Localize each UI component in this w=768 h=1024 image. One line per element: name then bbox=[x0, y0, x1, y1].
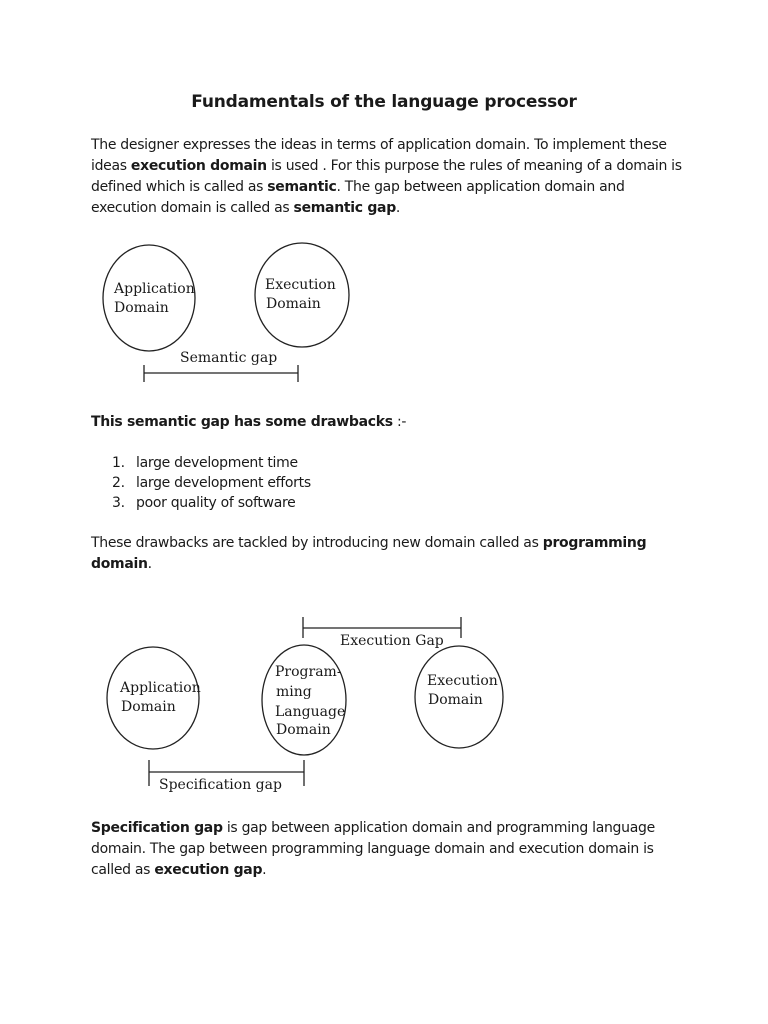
tackle-bold-programming-domain: programming domain bbox=[91, 535, 647, 572]
execution-domain-label-1: Execution bbox=[265, 277, 336, 293]
tackle-text-2: . bbox=[147, 556, 152, 572]
programming-language-label-3: Language bbox=[275, 704, 346, 720]
list-item-number: 1. bbox=[112, 455, 125, 471]
intro-bold-execution-domain: execution domain bbox=[130, 158, 267, 174]
application-domain-label-2: Domain bbox=[114, 300, 169, 316]
programming-domain-diagram bbox=[0, 605, 768, 805]
drawbacks-heading-bold: This semantic gap has some drawbacks bbox=[91, 414, 393, 430]
execution-domain-label-2: Domain bbox=[428, 692, 483, 708]
programming-language-domain-circle bbox=[262, 645, 346, 755]
intro-text-4: . bbox=[395, 200, 401, 216]
list-item bbox=[112, 493, 311, 513]
semantic-gap-label: Semantic gap bbox=[180, 350, 278, 366]
programming-language-label-1: Program- bbox=[275, 664, 342, 680]
application-domain-label-2: Domain bbox=[121, 699, 176, 715]
closing-paragraph bbox=[91, 818, 691, 881]
application-domain-label-1: Application bbox=[114, 281, 195, 297]
application-domain-circle bbox=[103, 245, 195, 351]
list-item bbox=[112, 473, 311, 493]
tackle-paragraph bbox=[91, 533, 691, 575]
execution-gap-label: Execution Gap bbox=[340, 633, 444, 649]
semantic-gap-diagram bbox=[0, 240, 768, 390]
application-domain-label-1: Application bbox=[120, 680, 201, 696]
semantic-gap-bracket bbox=[144, 365, 298, 382]
tackle-text-1: These drawbacks are tackled by introducing new domain called as bbox=[91, 535, 543, 551]
application-domain-circle bbox=[107, 647, 199, 749]
closing-bold-specification-gap: Specification gap bbox=[91, 820, 223, 836]
intro-text-3: . The gap between application domain and execution domain is called as bbox=[91, 179, 625, 216]
intro-text-1: The designer expresses the ideas in terms of application domain. To implement these ideas bbox=[91, 137, 667, 174]
intro-bold-semantic-gap: semantic gap bbox=[293, 200, 396, 216]
intro-paragraph bbox=[91, 135, 691, 219]
list-item-number: 3. bbox=[112, 495, 125, 511]
execution-domain-circle bbox=[255, 243, 349, 347]
programming-language-label-2: ming bbox=[276, 684, 312, 700]
intro-bold-semantic: semantic bbox=[267, 179, 337, 195]
page-title: Fundamentals of the language processor bbox=[191, 92, 577, 112]
list-item-number: 2. bbox=[112, 475, 125, 491]
execution-domain-label-1: Execution bbox=[427, 673, 498, 689]
list-item-text: large development efforts bbox=[136, 475, 311, 491]
drawbacks-heading-tail: :- bbox=[392, 414, 407, 430]
list-item-text: poor quality of software bbox=[136, 495, 296, 511]
list-item-text: large development time bbox=[136, 455, 298, 471]
closing-text-1: is gap between application domain and programming language domain. The gap between programming language domain and execution domain is called as bbox=[91, 820, 655, 878]
closing-bold-execution-gap: execution gap bbox=[154, 862, 263, 878]
intro-text-2: is used . For this purpose the rules of meaning of a domain is defined which is called as bbox=[91, 158, 682, 195]
programming-language-label-4: Domain bbox=[276, 722, 331, 738]
drawbacks-list bbox=[112, 453, 311, 513]
specification-gap-label: Specification gap bbox=[159, 777, 282, 793]
list-item bbox=[112, 453, 311, 473]
closing-text-2: . bbox=[262, 862, 267, 878]
execution-domain-label-2: Domain bbox=[266, 296, 321, 312]
drawbacks-heading bbox=[91, 414, 406, 430]
